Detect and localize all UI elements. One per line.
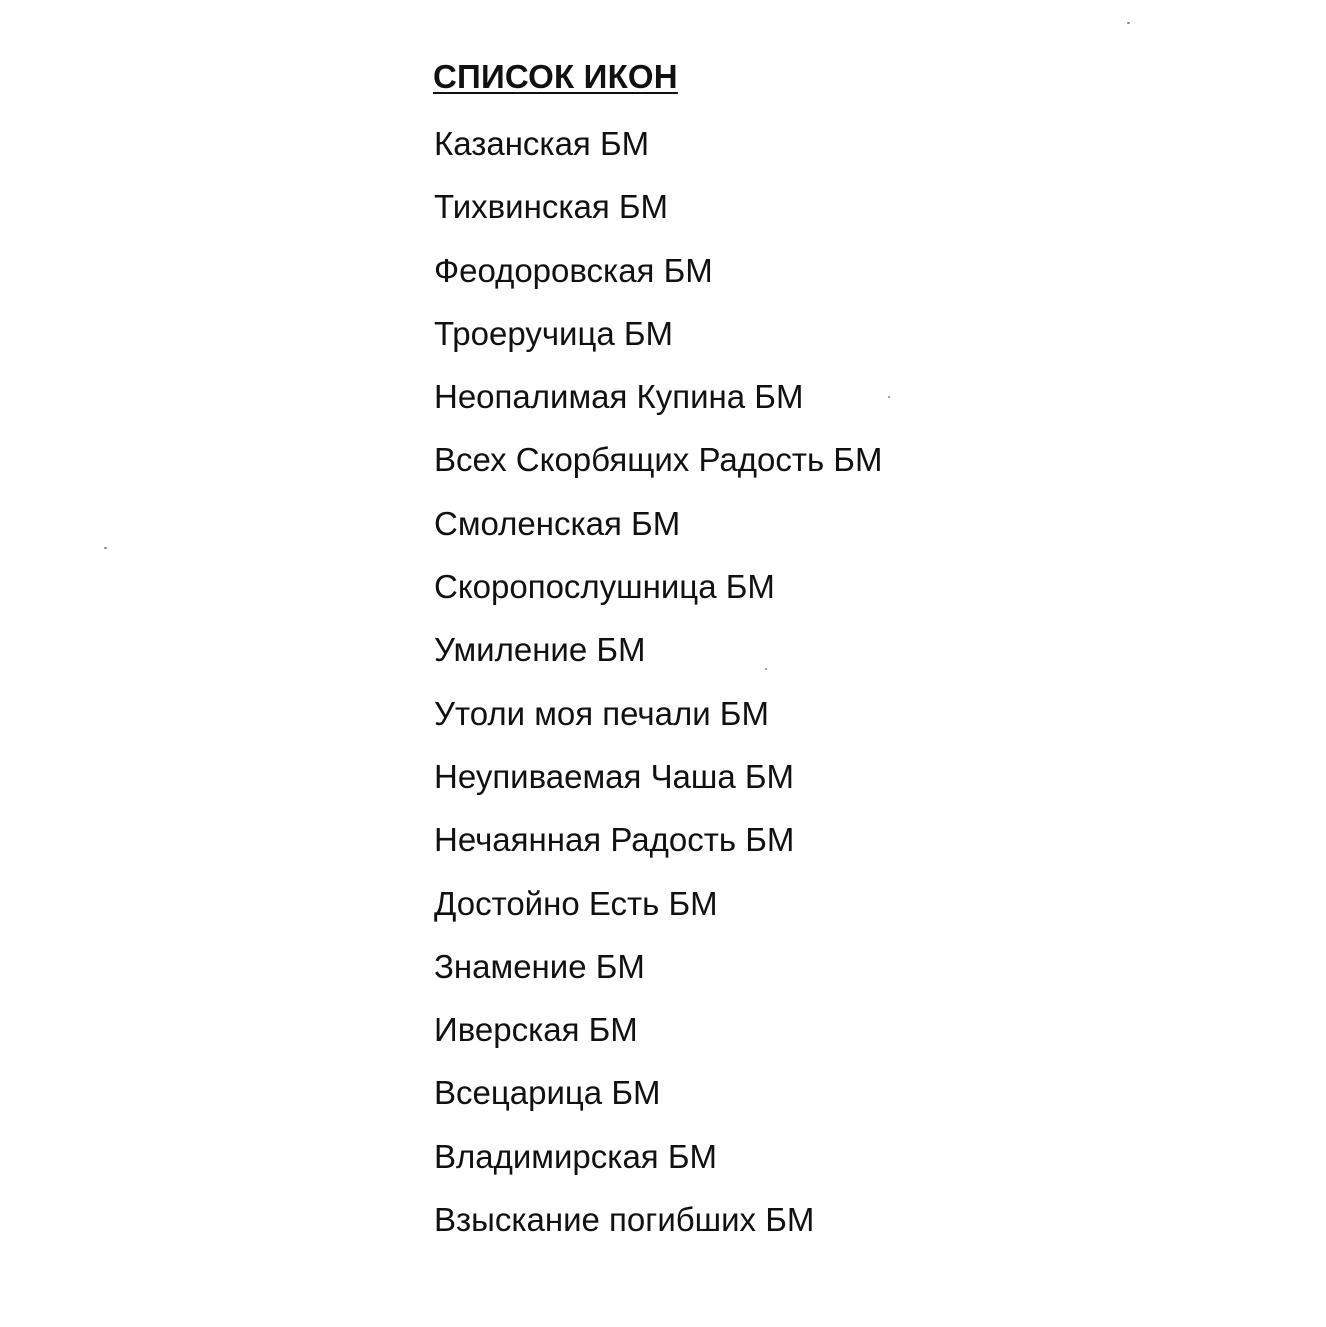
list-item: Смоленская БМ bbox=[434, 504, 681, 542]
list-item: Феодоровская БМ bbox=[434, 251, 713, 289]
page-title: СПИСОК ИКОН bbox=[433, 58, 678, 95]
list-item: Владимирская БМ bbox=[434, 1137, 717, 1175]
scan-speck bbox=[765, 668, 767, 670]
scan-speck bbox=[1127, 22, 1130, 24]
list-item: Взыскание погибших БМ bbox=[434, 1201, 815, 1239]
scan-speck bbox=[888, 396, 890, 398]
list-item: Всецарица БМ bbox=[434, 1074, 661, 1112]
list-item: Скоропослушница БМ bbox=[434, 568, 775, 606]
scan-speck bbox=[104, 547, 107, 549]
list-item: Тихвинская БМ bbox=[434, 188, 669, 226]
list-item: Троеручица БМ bbox=[434, 314, 674, 352]
list-item: Неопалимая Купина БМ bbox=[434, 378, 804, 416]
list-item: Казанская БМ bbox=[434, 125, 650, 162]
list-item: Утоли моя печали БМ bbox=[434, 694, 769, 732]
list-item: Всех Скорбящих Радость БМ bbox=[434, 441, 883, 479]
list-item: Знамение БМ bbox=[434, 947, 645, 985]
list-item: Умиление БМ bbox=[434, 631, 646, 669]
icon-list bbox=[434, 121, 882, 1260]
list-item: Иверская БМ bbox=[434, 1011, 638, 1049]
list-item: Неупиваемая Чаша БМ bbox=[434, 757, 795, 795]
list-item: Достойно Есть БМ bbox=[434, 884, 718, 922]
list-item: Нечаянная Радость БМ bbox=[434, 821, 795, 859]
